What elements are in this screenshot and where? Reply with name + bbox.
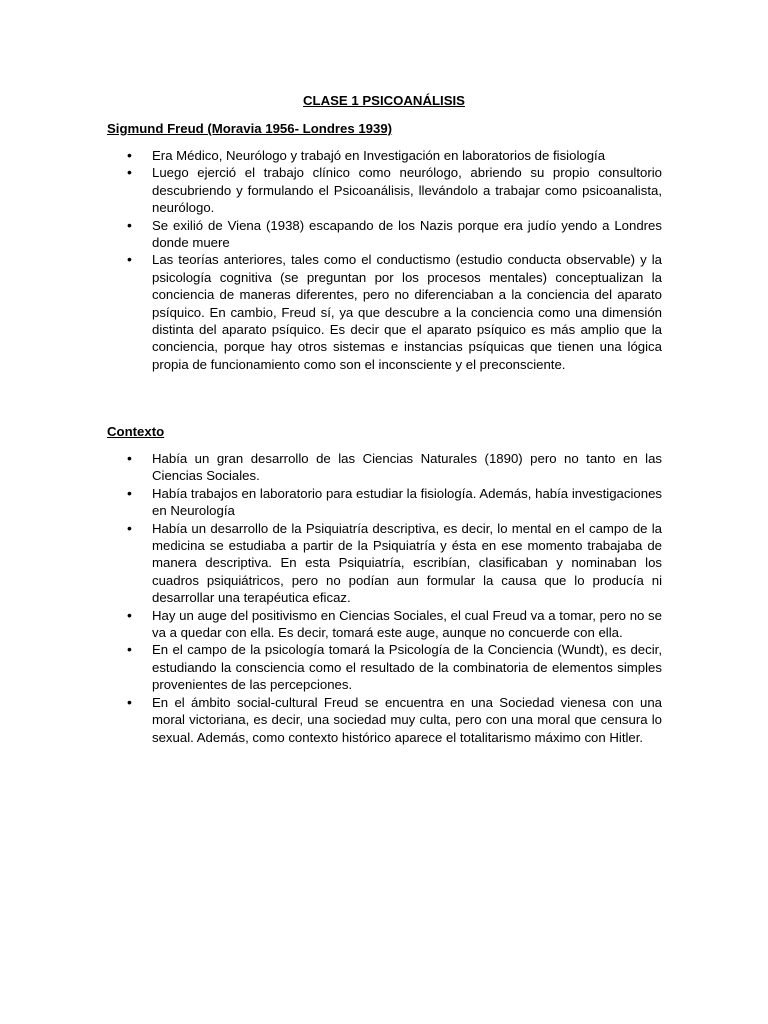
list-item (107, 164, 662, 216)
list-item-text: Se exilió de Viena (1938) escapando de los Nazis porque era judío yendo a Londres donde muere (152, 217, 662, 251)
bullet-icon: • (127, 450, 132, 466)
list-item (107, 607, 662, 642)
list-item-text: Luego ejerció el trabajo clínico como neurólogo, abriendo su propio consultorio descubriendo y formulando el Psicoanálisis, llevándolo a trabajar como psicoanalista, neurólogo. (152, 165, 662, 216)
section-heading-freud: Sigmund Freud (Moravia 1956- Londres 1939) (107, 121, 393, 136)
list-item (107, 251, 662, 373)
bullet-icon: • (127, 216, 132, 233)
list-item-text: Había un gran desarrollo de las Ciencias Naturales (1890) pero no tanto en las Ciencias Sociales. (152, 451, 662, 484)
list-item (107, 694, 662, 746)
list-item (107, 147, 662, 164)
list-item-text: En el ámbito social-cultural Freud se encuentra en una Sociedad vienesa con una moral victoriana, es decir, una sociedad muy culta, pero con una moral que censura lo sexual. Además, como contexto histórico aparece el totalitarismo máximo con Hitler. (152, 694, 662, 745)
bullet-icon: • (127, 147, 132, 163)
list-item (107, 217, 662, 252)
list-item-text: Las teorías anteriores, tales como el conductismo (estudio conducta observable) y la psicología cognitiva (se preguntan por los procesos mentales) conceptualizan la conciencia de maneras diferentes, pero no diferenciaban a la conciencia del aparato psíquico. En cambio, Freud sí, ya que descubre a la conciencia como una dimensión distinta del aparato psíquico. Es decir que el aparato psíquico es más amplio que la conciencia, porque hay otros sistemas e instancias psíquicas que tienen una lógica propia de funcionamiento como son el inconsciente y el preconsciente. (152, 252, 662, 372)
list-item (107, 450, 662, 485)
list-item-text: En el campo de la psicología tomará la Psicología de la Conciencia (Wundt), es decir, estudiando la consciencia como el resultado de la combinatoria de elementos simples provenientes de las percepciones. (152, 642, 662, 693)
list-item-text: Había un desarrollo de la Psiquiatría descriptiva, es decir, lo mental en el campo de la medicina se estudiaba a partir de la Psiquiatría y ésta en ese momento trabajaba de manera descriptiva. En esta Psiquiatría, escribían, clasificaban y nominaban los cuadros psiquiátricos, pero no podían aun formular la causa que lo producía ni desarrollar una terapéutica eficaz. (152, 520, 662, 606)
bullet-icon: • (127, 641, 132, 658)
section-heading-contexto: Contexto (107, 424, 165, 439)
list-item-text: Era Médico, Neurólogo y trabajó en Investigación en laboratorios de fisiología (152, 148, 606, 163)
bullet-icon: • (127, 484, 132, 501)
page-title: CLASE 1 PSICOANÁLISIS (303, 93, 465, 108)
contexto-bullet-list (107, 450, 662, 746)
list-item (107, 485, 662, 520)
list-item-text: Hay un auge del positivismo en Ciencias Sociales, el cual Freud va a tomar, pero no se va a quedar con ella. Es decir, tomará este auge, aunque no concuerde con ella. (152, 607, 662, 641)
bullet-icon: • (127, 606, 132, 623)
list-item (107, 641, 662, 693)
bullet-icon: • (127, 693, 132, 710)
bullet-icon: • (127, 251, 132, 268)
bullet-icon: • (127, 164, 132, 181)
freud-bullet-list (107, 147, 662, 373)
list-item-text: Había trabajos en laboratorio para estudiar la fisiología. Además, había investigaciones en Neurología (152, 485, 662, 519)
bullet-icon: • (127, 519, 132, 536)
list-item (107, 520, 662, 607)
